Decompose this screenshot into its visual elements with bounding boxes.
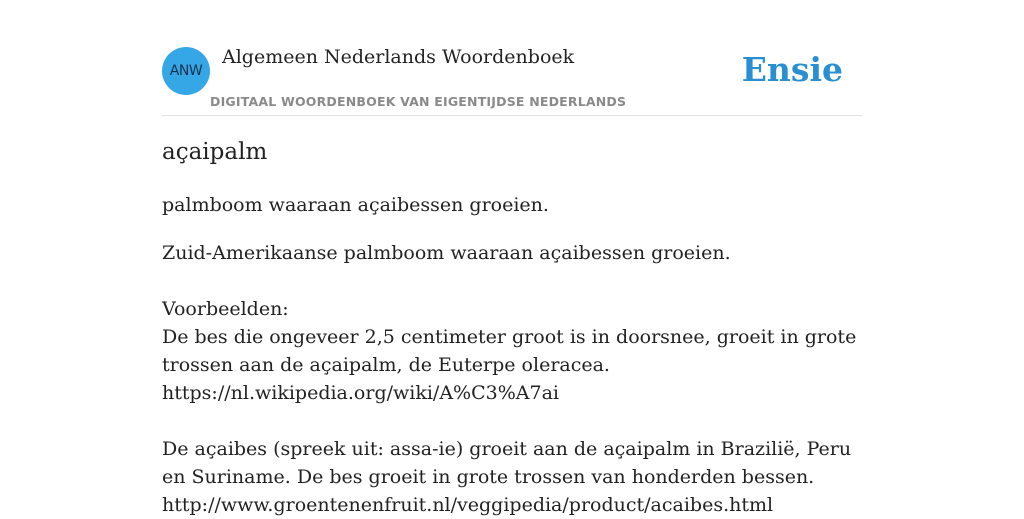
example-source: http://www.groentenenfruit.nl/veggipedia/product/acaibes.html (162, 494, 774, 516)
short-definition: palmboom waaraan açaibessen groeien. (162, 194, 549, 216)
examples-label: Voorbeelden: (162, 298, 289, 320)
spacer (162, 407, 862, 435)
example-text: De açaibes (spreek uit: assa-ie) groeit aan de açaipalm in Brazilië, Peru en Suriname. De bes groeit in grote trossen van honderden bessen. (162, 438, 852, 488)
site-title[interactable]: Algemeen Nederlands Woordenboek (222, 46, 575, 68)
entry-title: açaipalm (162, 139, 268, 165)
spacer (162, 267, 862, 295)
example-text: De bes die ongeveer 2,5 centimeter groot is in doorsnee, groeit in grote trossen aan de açaipalm, de Euterpe oleracea. (162, 326, 857, 376)
long-definition-block (162, 239, 862, 519)
anw-logo-text: ANW (169, 63, 203, 79)
header-divider (162, 115, 862, 116)
example-source: https://nl.wikipedia.org/wiki/A%C3%A7ai (162, 382, 560, 404)
long-definition: Zuid-Amerikaanse palmboom waaraan açaibessen groeien. (162, 242, 731, 264)
site-subtitle: DIGITAAL WOORDENBOEK VAN EIGENTIJDSE NEDERLANDS (210, 94, 627, 109)
anw-logo[interactable] (162, 47, 210, 95)
ensie-brand-link[interactable]: Ensie (741, 50, 843, 89)
